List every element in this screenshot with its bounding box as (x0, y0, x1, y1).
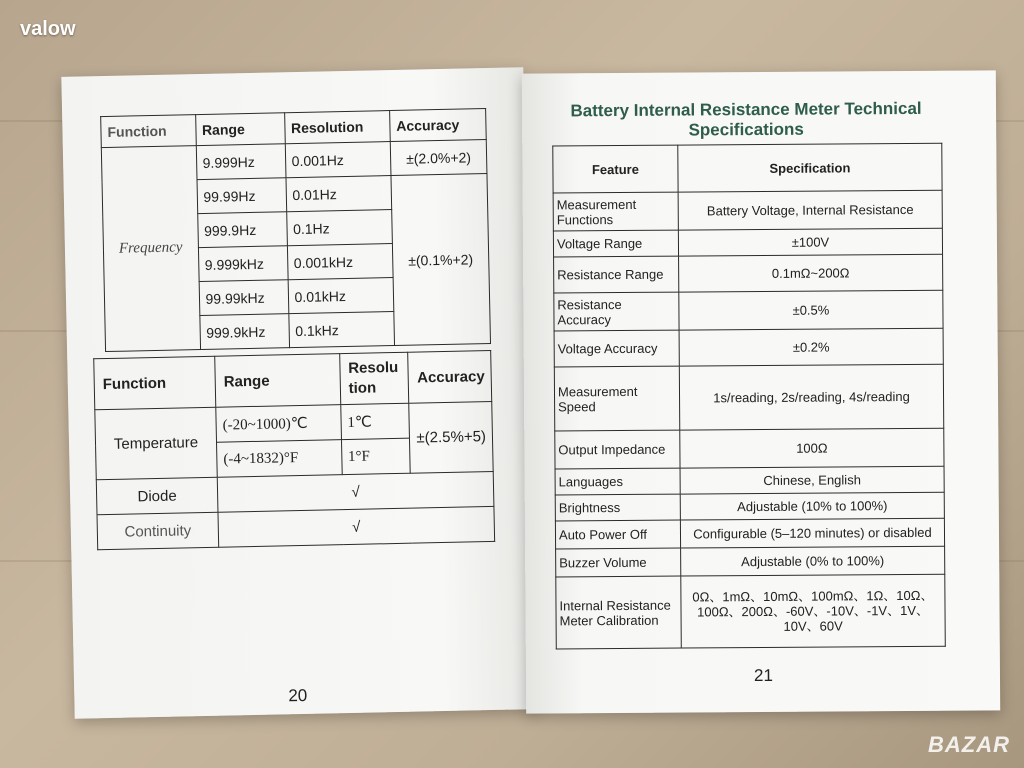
header-feature: Feature (553, 145, 678, 193)
resolution-cell: 1°F (341, 438, 410, 474)
accuracy-cell: ±(2.5%+5) (409, 401, 493, 473)
feature-cell: Resistance Range (554, 256, 679, 293)
feature-cell: Measurement Functions (553, 192, 678, 231)
table-row (556, 574, 945, 649)
header-function: Function (94, 356, 216, 410)
table-row (555, 492, 944, 521)
diode-check: √ (217, 471, 494, 512)
manual-page-right (522, 70, 1000, 713)
spec-cell: Chinese, English (680, 466, 944, 494)
accuracy-cell: ±(0.1%+2) (391, 174, 491, 346)
table-row (555, 428, 944, 469)
spec-cell: 0.1mΩ~200Ω (679, 254, 943, 292)
continuity-check: √ (218, 506, 495, 547)
header-accuracy: Accuracy (389, 109, 486, 142)
table-row (555, 518, 944, 549)
resolution-cell: 0.01Hz (286, 176, 392, 212)
range-cell: (-4~1832)°F (217, 440, 342, 478)
bazar-logo: BAZAR (928, 732, 1010, 757)
table-row (553, 228, 942, 257)
table-row (554, 328, 943, 367)
range-cell: 9.999kHz (198, 246, 288, 282)
spec-cell: ±0.2% (679, 328, 943, 366)
feature-cell: Voltage Accuracy (554, 330, 679, 367)
frequency-spec-table (100, 108, 491, 352)
table-row (554, 290, 943, 331)
table-row (95, 401, 493, 444)
table-row (554, 364, 943, 431)
table-row (556, 546, 945, 577)
table-header-row (94, 350, 492, 409)
feature-cell: Measurement Speed (554, 366, 679, 431)
range-cell: (-20~1000)℃ (216, 405, 341, 443)
range-cell: 999.9Hz (197, 212, 287, 248)
spec-cell: 0Ω、1mΩ、10mΩ、100mΩ、1Ω、10Ω、100Ω、200Ω、-60V、-10V、-1V、1V、10V、60V (681, 574, 945, 648)
header-specification: Specification (678, 143, 942, 192)
function-frequency: Frequency (101, 146, 200, 352)
spec-cell: Adjustable (0% to 100%) (681, 546, 945, 576)
header-range: Range (215, 354, 341, 408)
function-diode: Diode (96, 477, 218, 515)
page-number: 21 (753, 665, 773, 686)
table-row (554, 254, 943, 293)
feature-cell: Voltage Range (553, 230, 678, 257)
resolution-cell: 0.1Hz (286, 210, 392, 246)
spec-cell: Configurable (5–120 minutes) or disabled (680, 518, 944, 548)
header-range: Range (195, 113, 285, 146)
resolution-cell: 0.1kHz (288, 311, 394, 347)
range-cell: 9.999Hz (196, 144, 286, 180)
feature-cell: Brightness (555, 494, 680, 521)
watermark-text: valow (20, 18, 76, 40)
feature-cell: Languages (555, 468, 680, 495)
manual-page-left (61, 67, 536, 719)
spec-cell: ±0.5% (679, 290, 943, 330)
function-temperature: Temperature (95, 407, 217, 480)
header-accuracy: Accuracy (408, 350, 492, 403)
range-cell: 999.9kHz (199, 314, 289, 350)
feature-cell: Internal Resistance Meter Calibration (556, 576, 681, 649)
table-row (97, 506, 495, 549)
range-cell: 99.99Hz (197, 178, 287, 214)
resolution-cell: 0.001Hz (285, 142, 391, 178)
feature-cell: Auto Power Off (555, 520, 680, 549)
function-continuity: Continuity (97, 512, 219, 550)
table-header-row (553, 143, 942, 193)
page-title: Battery Internal Resistance Meter Technical Specifications (570, 98, 922, 140)
spec-cell: 100Ω (680, 428, 944, 468)
resolution-cell: 1℃ (341, 403, 410, 439)
spec-cell: 1s/reading, 2s/reading, 4s/reading (679, 364, 943, 430)
header-function: Function (101, 115, 196, 148)
accuracy-cell: ±(2.0%+2) (390, 140, 487, 176)
feature-cell: Resistance Accuracy (554, 292, 679, 331)
resolution-cell: 0.001kHz (287, 244, 393, 280)
temperature-spec-table (93, 350, 495, 550)
spec-cell: Battery Voltage, Internal Resistance (678, 190, 942, 230)
table-row (555, 466, 944, 495)
page-number: 20 (288, 685, 308, 706)
battery-spec-table (552, 143, 946, 650)
range-cell: 99.99kHz (199, 280, 289, 316)
table-row (553, 190, 942, 231)
header-resolution: Resolu tion (339, 352, 409, 404)
resolution-cell: 0.01kHz (288, 278, 394, 314)
header-resolution: Resolution (284, 111, 390, 144)
feature-cell: Buzzer Volume (556, 548, 681, 577)
spec-cell: ±100V (678, 228, 942, 256)
feature-cell: Output Impedance (555, 430, 680, 469)
spec-cell: Adjustable (10% to 100%) (680, 492, 944, 520)
